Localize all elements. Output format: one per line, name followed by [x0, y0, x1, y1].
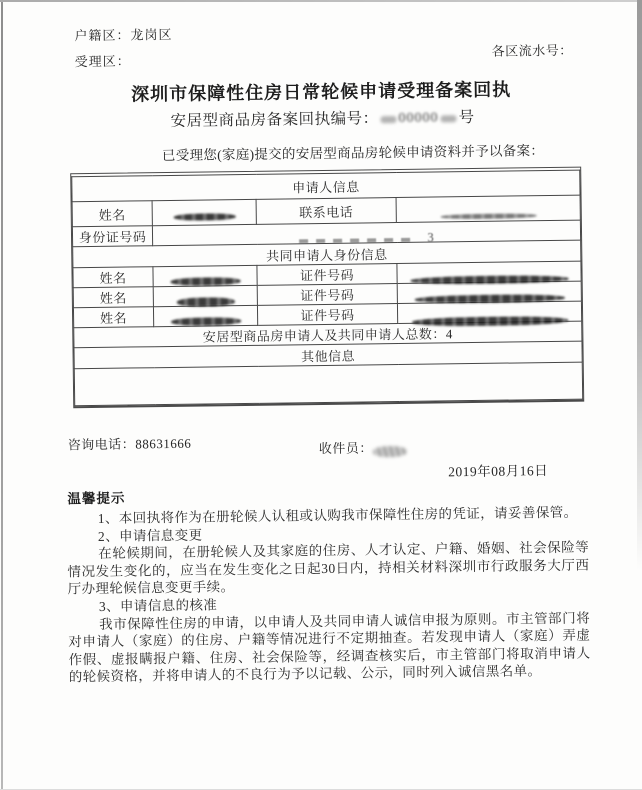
hukou-district-label: 户籍区：: [74, 27, 131, 44]
applicant-id-visible-digit: 3: [427, 230, 434, 245]
notes-block: [67, 504, 591, 687]
scan-edge-right: [637, 0, 642, 570]
accept-district-label: 受理区：: [74, 53, 131, 70]
redacted-coapplicant3-name: [171, 317, 241, 326]
applicant-info-table: [71, 170, 583, 407]
redacted-applicant-name: [173, 213, 235, 221]
redacted-receiver-name: [373, 445, 407, 456]
section-header-other-info: 其他信息: [74, 341, 582, 369]
coapplicant1-name-cell: [153, 265, 257, 286]
applicant-name-cell: [152, 199, 256, 225]
receipt-number-label: 安居型商品房备案回执编号：: [170, 110, 379, 130]
redacted-applicant-phone: [440, 213, 536, 219]
coapplicant1-name-label: 姓名: [73, 267, 153, 288]
notes-title: 温馨提示: [67, 490, 126, 507]
coapplicant3-name-label: 姓名: [73, 307, 153, 328]
total-applicants-value: 4: [445, 326, 453, 342]
note-paragraph-5: 我市保障性住房的申请，以申请人及共同申请人诚信申报为原则。市主管部门将对申请人（家庭）的住房、户籍等情况进行不定期抽查。若发现申请人（家庭）弄虚作假、虚报瞒报户籍、住房、社会保险等，经调查核实后，市主管部门将取消申请人的轮候资格，并将申请人的不良行为予以记载、公示，同时列入诚信黑名单。: [68, 610, 591, 685]
coapplicant3-cert-label: 证件号码: [257, 304, 397, 326]
consult-phone-line: [68, 433, 192, 454]
redacted-receipt-prefix: [380, 116, 396, 123]
note-paragraph-3: 在轮候期间，在册轮候人及其家庭的住房、人才认定、户籍、婚姻、社会保险等情况发生变化的，应当在发生变化之日起30日内，持相关材料深圳市行政服务大厅西厅办理轮候信息变更手续。: [67, 539, 590, 597]
applicant-phone-label: 联系电话: [256, 198, 396, 225]
total-applicants-label: 安居型商品房申请人及共同申请人总数：: [202, 326, 446, 345]
receipt-number-blurred: 00000: [398, 110, 439, 126]
note-paragraph-1: 1、本回执将作为在册轮候人认租或认购我市保障性住房的凭证，请妥善保管。: [97, 504, 578, 526]
applicant-name-label: 姓名: [72, 201, 152, 227]
serial-number-label: 各区流水号：: [491, 42, 573, 59]
coapplicant1-cert-cell: [397, 261, 581, 283]
serial-number-line: [492, 40, 573, 60]
coapplicant2-name-cell: [153, 285, 257, 306]
scan-edge-left: [1, 0, 3, 790]
note-paragraph-2: 2、申请信息变更: [97, 527, 203, 544]
receiver-line: [319, 437, 407, 457]
applicant-phone-cell: [396, 195, 580, 222]
coapplicant2-cert-label: 证件号码: [257, 284, 397, 306]
hukou-district-value: 龙岗区: [130, 26, 173, 43]
scan-edge-top: [0, 0, 642, 2]
section-header-applicant: 申请人信息: [72, 170, 580, 202]
other-info-empty-cell: [74, 362, 582, 406]
document-date: 2019年08月16日: [448, 463, 549, 480]
applicant-id-label: 身份证号码: [72, 226, 152, 247]
receiver-label: 收件员：: [318, 440, 373, 457]
coapplicant3-cert-cell: [397, 301, 581, 323]
coapplicant2-cert-cell: [397, 281, 581, 303]
redacted-coapplicant1-name: [170, 277, 240, 286]
coapplicant3-name-cell: [153, 305, 257, 326]
coapplicant1-cert-label: 证件号码: [257, 264, 397, 286]
redacted-receipt-suffix: [440, 115, 456, 122]
note-paragraph-4: 3、申请信息的核准: [98, 597, 218, 614]
consult-phone-label: 咨询电话：: [67, 436, 136, 453]
receipt-number-unit: 号: [458, 108, 475, 127]
receipt-number-line: [170, 105, 474, 131]
section-header-coapplicants: 共同申请人身份信息: [73, 240, 581, 268]
document-title: 深圳市保障性住房日常轮候申请受理备案回执: [131, 79, 512, 105]
applicant-table-border: [70, 167, 584, 409]
accept-district-line: [75, 50, 131, 70]
hukou-district-line: [74, 24, 172, 44]
coapplicant2-name-label: 姓名: [73, 287, 153, 308]
consult-phone-number: 88631666: [135, 435, 192, 452]
acceptance-statement: 已受理您(家庭)提交的安居型商品房轮候申请资料并予以备案：: [161, 143, 545, 164]
